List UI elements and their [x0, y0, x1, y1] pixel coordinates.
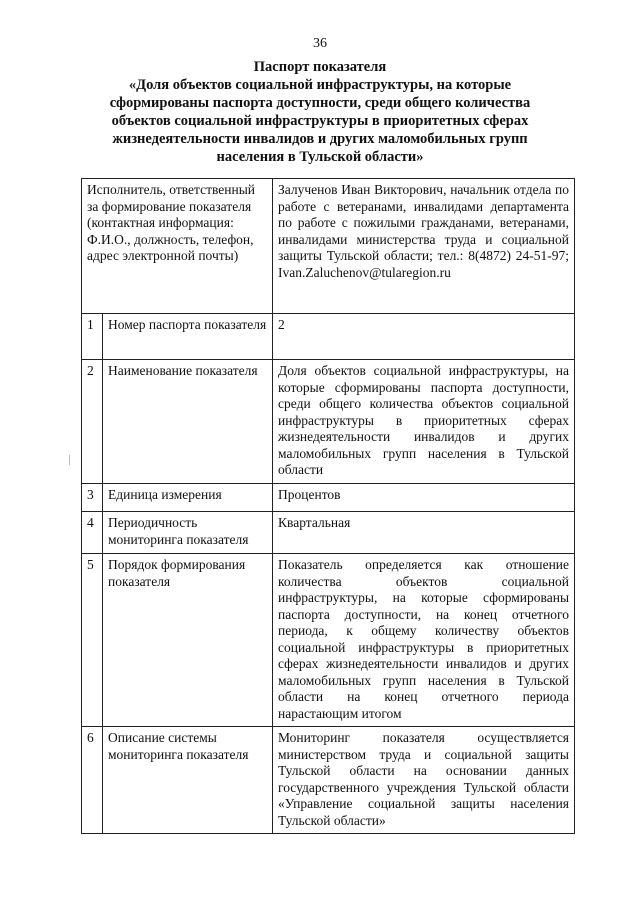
- row-label: Номер паспорта показателя: [103, 314, 273, 360]
- row-value: 2: [273, 314, 575, 360]
- executor-label: Исполнитель, ответственный за формирование показателя (контактная информация: Ф.И.О., должность, телефон, адрес электронной почты): [82, 179, 273, 314]
- title-line: жизнедеятельности инвалидов и других маломобильных групп: [112, 131, 528, 147]
- table-row: [82, 314, 575, 360]
- row-value: Процентов: [273, 484, 575, 512]
- executor-value: Залученов Иван Викторович, начальник отдела по работе с ветеранами, инвалидами департамента по работе с пожилыми гражданами, ветеранами, инвалидами министерства труда и социальной защиты Тульской области; тел.: 8(4872) 24-51-97; Ivan.Zaluchenov@tularegion.ru: [273, 179, 575, 314]
- title-line: сформированы паспорта доступности, среди общего количества: [109, 95, 531, 111]
- passport-table: [81, 178, 575, 834]
- row-number: 2: [82, 360, 103, 484]
- row-label: Периодичность мониторинга показателя: [103, 512, 273, 554]
- row-label: Описание системы мониторинга показателя: [103, 727, 273, 834]
- row-value: Квартальная: [273, 512, 575, 554]
- margin-mark: [69, 455, 70, 465]
- page-number: 36: [313, 36, 327, 51]
- row-number: 5: [82, 554, 103, 727]
- table-row: [82, 554, 575, 727]
- row-number: 6: [82, 727, 103, 834]
- row-value: Мониторинг показателя осуществляется министерством труда и социальной защиты Тульской области на основании данных государственного учреждения Тульской области «Управление социальной защиты населения Тульской области»: [273, 727, 575, 834]
- document-title: [100, 58, 540, 166]
- title-line: населения в Тульской области»: [216, 149, 424, 165]
- table-row: [82, 727, 575, 834]
- table-row: [82, 512, 575, 554]
- table-row: [82, 360, 575, 484]
- table-row-executor: [82, 179, 575, 314]
- row-label: Единица измерения: [103, 484, 273, 512]
- row-label: Наименование показателя: [103, 360, 273, 484]
- row-label: Порядок формирования показателя: [103, 554, 273, 727]
- table-row: [82, 484, 575, 512]
- row-number: 1: [82, 314, 103, 360]
- title-line: объектов социальной инфраструктуры в приоритетных сферах: [111, 113, 529, 129]
- row-number: 3: [82, 484, 103, 512]
- title-line: «Доля объектов социальной инфраструктуры, на которые: [128, 77, 512, 93]
- row-value: Доля объектов социальной инфраструктуры, на которые сформированы паспорта доступности, среди общего количества объектов социальной инфраструктуры в приоритетных сферах жизнедеятельности инвалидов и других маломобильных групп населения в Тульской области: [273, 360, 575, 484]
- row-number: 4: [82, 512, 103, 554]
- title-line: Паспорт показателя: [253, 59, 387, 75]
- row-value: Показатель определяется как отношение количества объектов социальной инфраструктуры, на которые сформированы паспорта доступности, на конец отчетного периода, к общему количеству объектов социальной инфраструктуры в приоритетных сферах жизнедеятельности инвалидов и других маломобильных групп населения в Тульской области на конец отчетного периода нарастающим итогом: [273, 554, 575, 727]
